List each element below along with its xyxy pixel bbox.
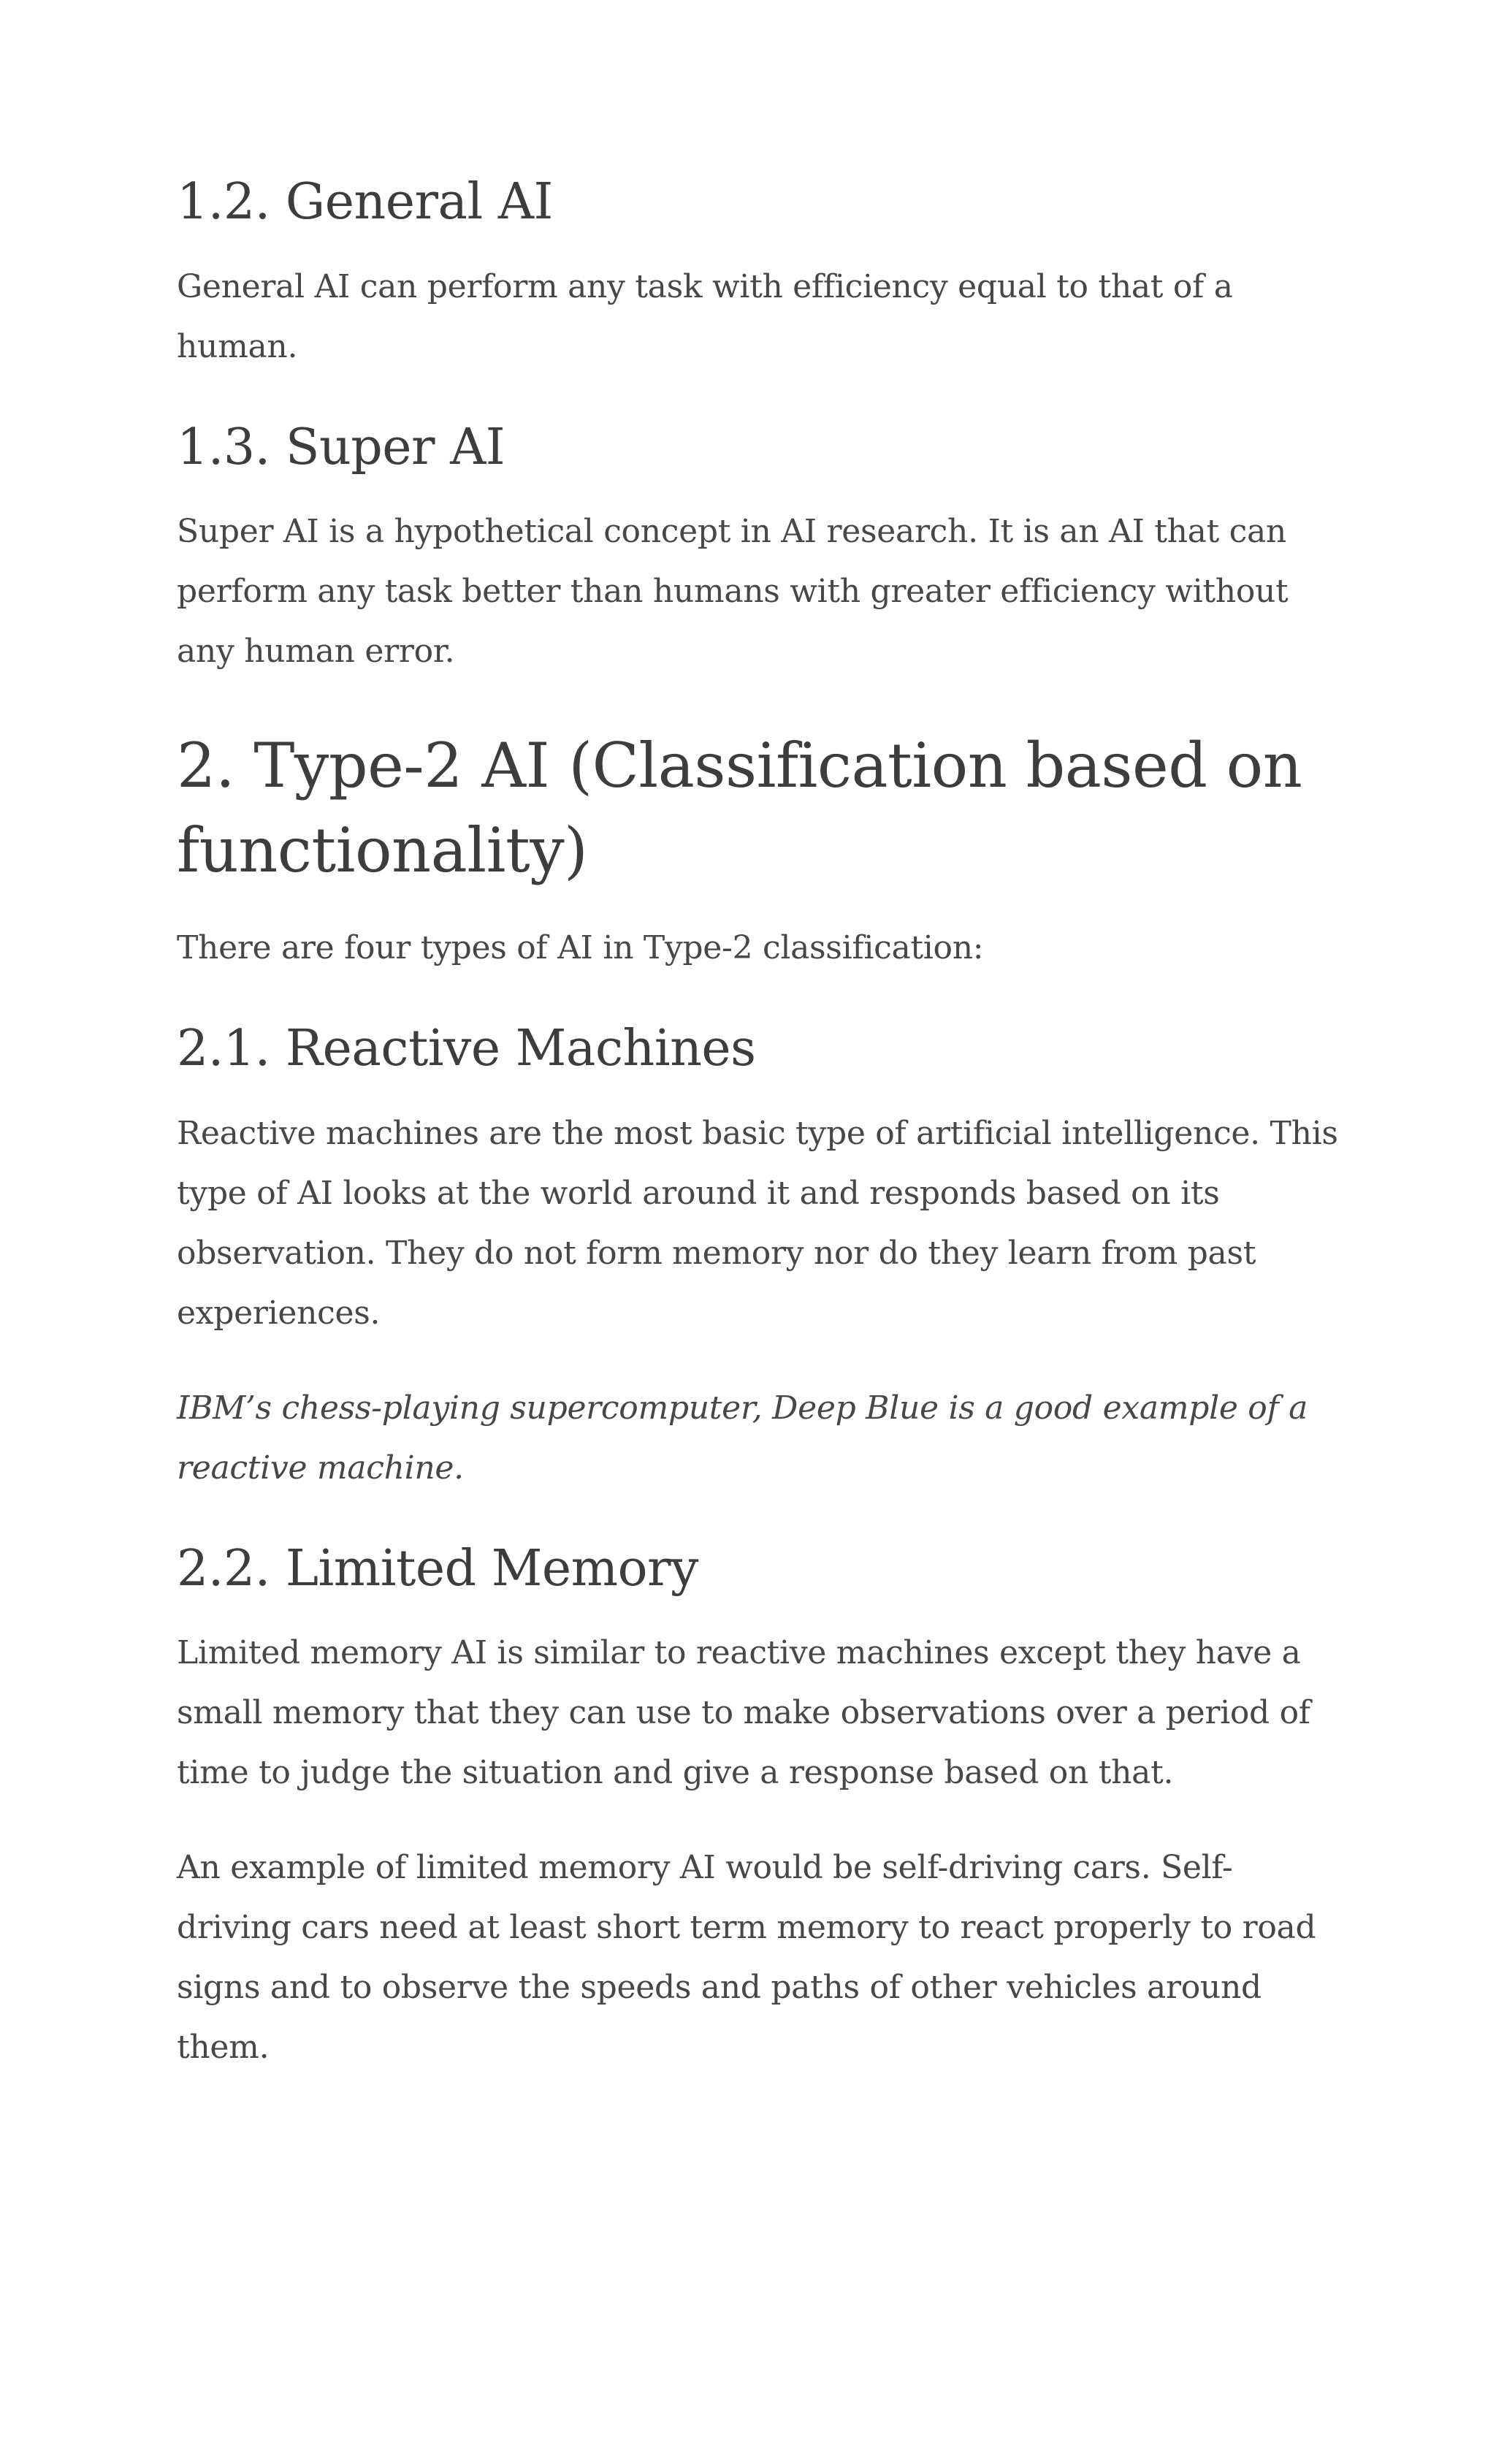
- general-ai-paragraph: General AI can perform any task with efficiency equal to that of a human.: [177, 267, 1233, 365]
- limited-memory-paragraph: Limited memory AI is similar to reactive machines except they have a small memory that they can use to make observations over a period of time to judge the situation and give a response based on that.: [177, 1634, 1310, 1792]
- reactive-machines-example: IBM’s chess-playing supercomputer, Deep Blue is a good example of a reactive machine.: [177, 1389, 1308, 1487]
- section-heading-super-ai: 1.3. Super AI: [177, 418, 505, 476]
- super-ai-paragraph: Super AI is a hypothetical concept in AI research. It is an AI that can perform any task better than humans with greater efficiency without any human error.: [177, 513, 1289, 671]
- type2-intro-paragraph: There are four types of AI in Type-2 classification:: [177, 929, 984, 966]
- section-heading-type2-ai: 2. Type-2 AI (Classification based on functionality): [177, 730, 1302, 887]
- section-heading-limited-memory: 2.2. Limited Memory: [177, 1539, 698, 1598]
- section-heading-reactive-machines: 2.1. Reactive Machines: [177, 1020, 756, 1077]
- section-heading-general-ai: 1.2. General AI: [177, 173, 553, 231]
- limited-memory-example: An example of limited memory AI would be self-driving cars. Self-driving cars need at least short term memory to react properly to road signs and to observe the speeds and paths of other vehicles around them.: [177, 1849, 1316, 2067]
- reactive-machines-paragraph: Reactive machines are the most basic type of artificial intelligence. This type of AI looks at the world around it and responds based on its observation. They do not form memory nor do they learn from past experiences.: [177, 1114, 1338, 1332]
- article-body: [177, 161, 1346, 2078]
